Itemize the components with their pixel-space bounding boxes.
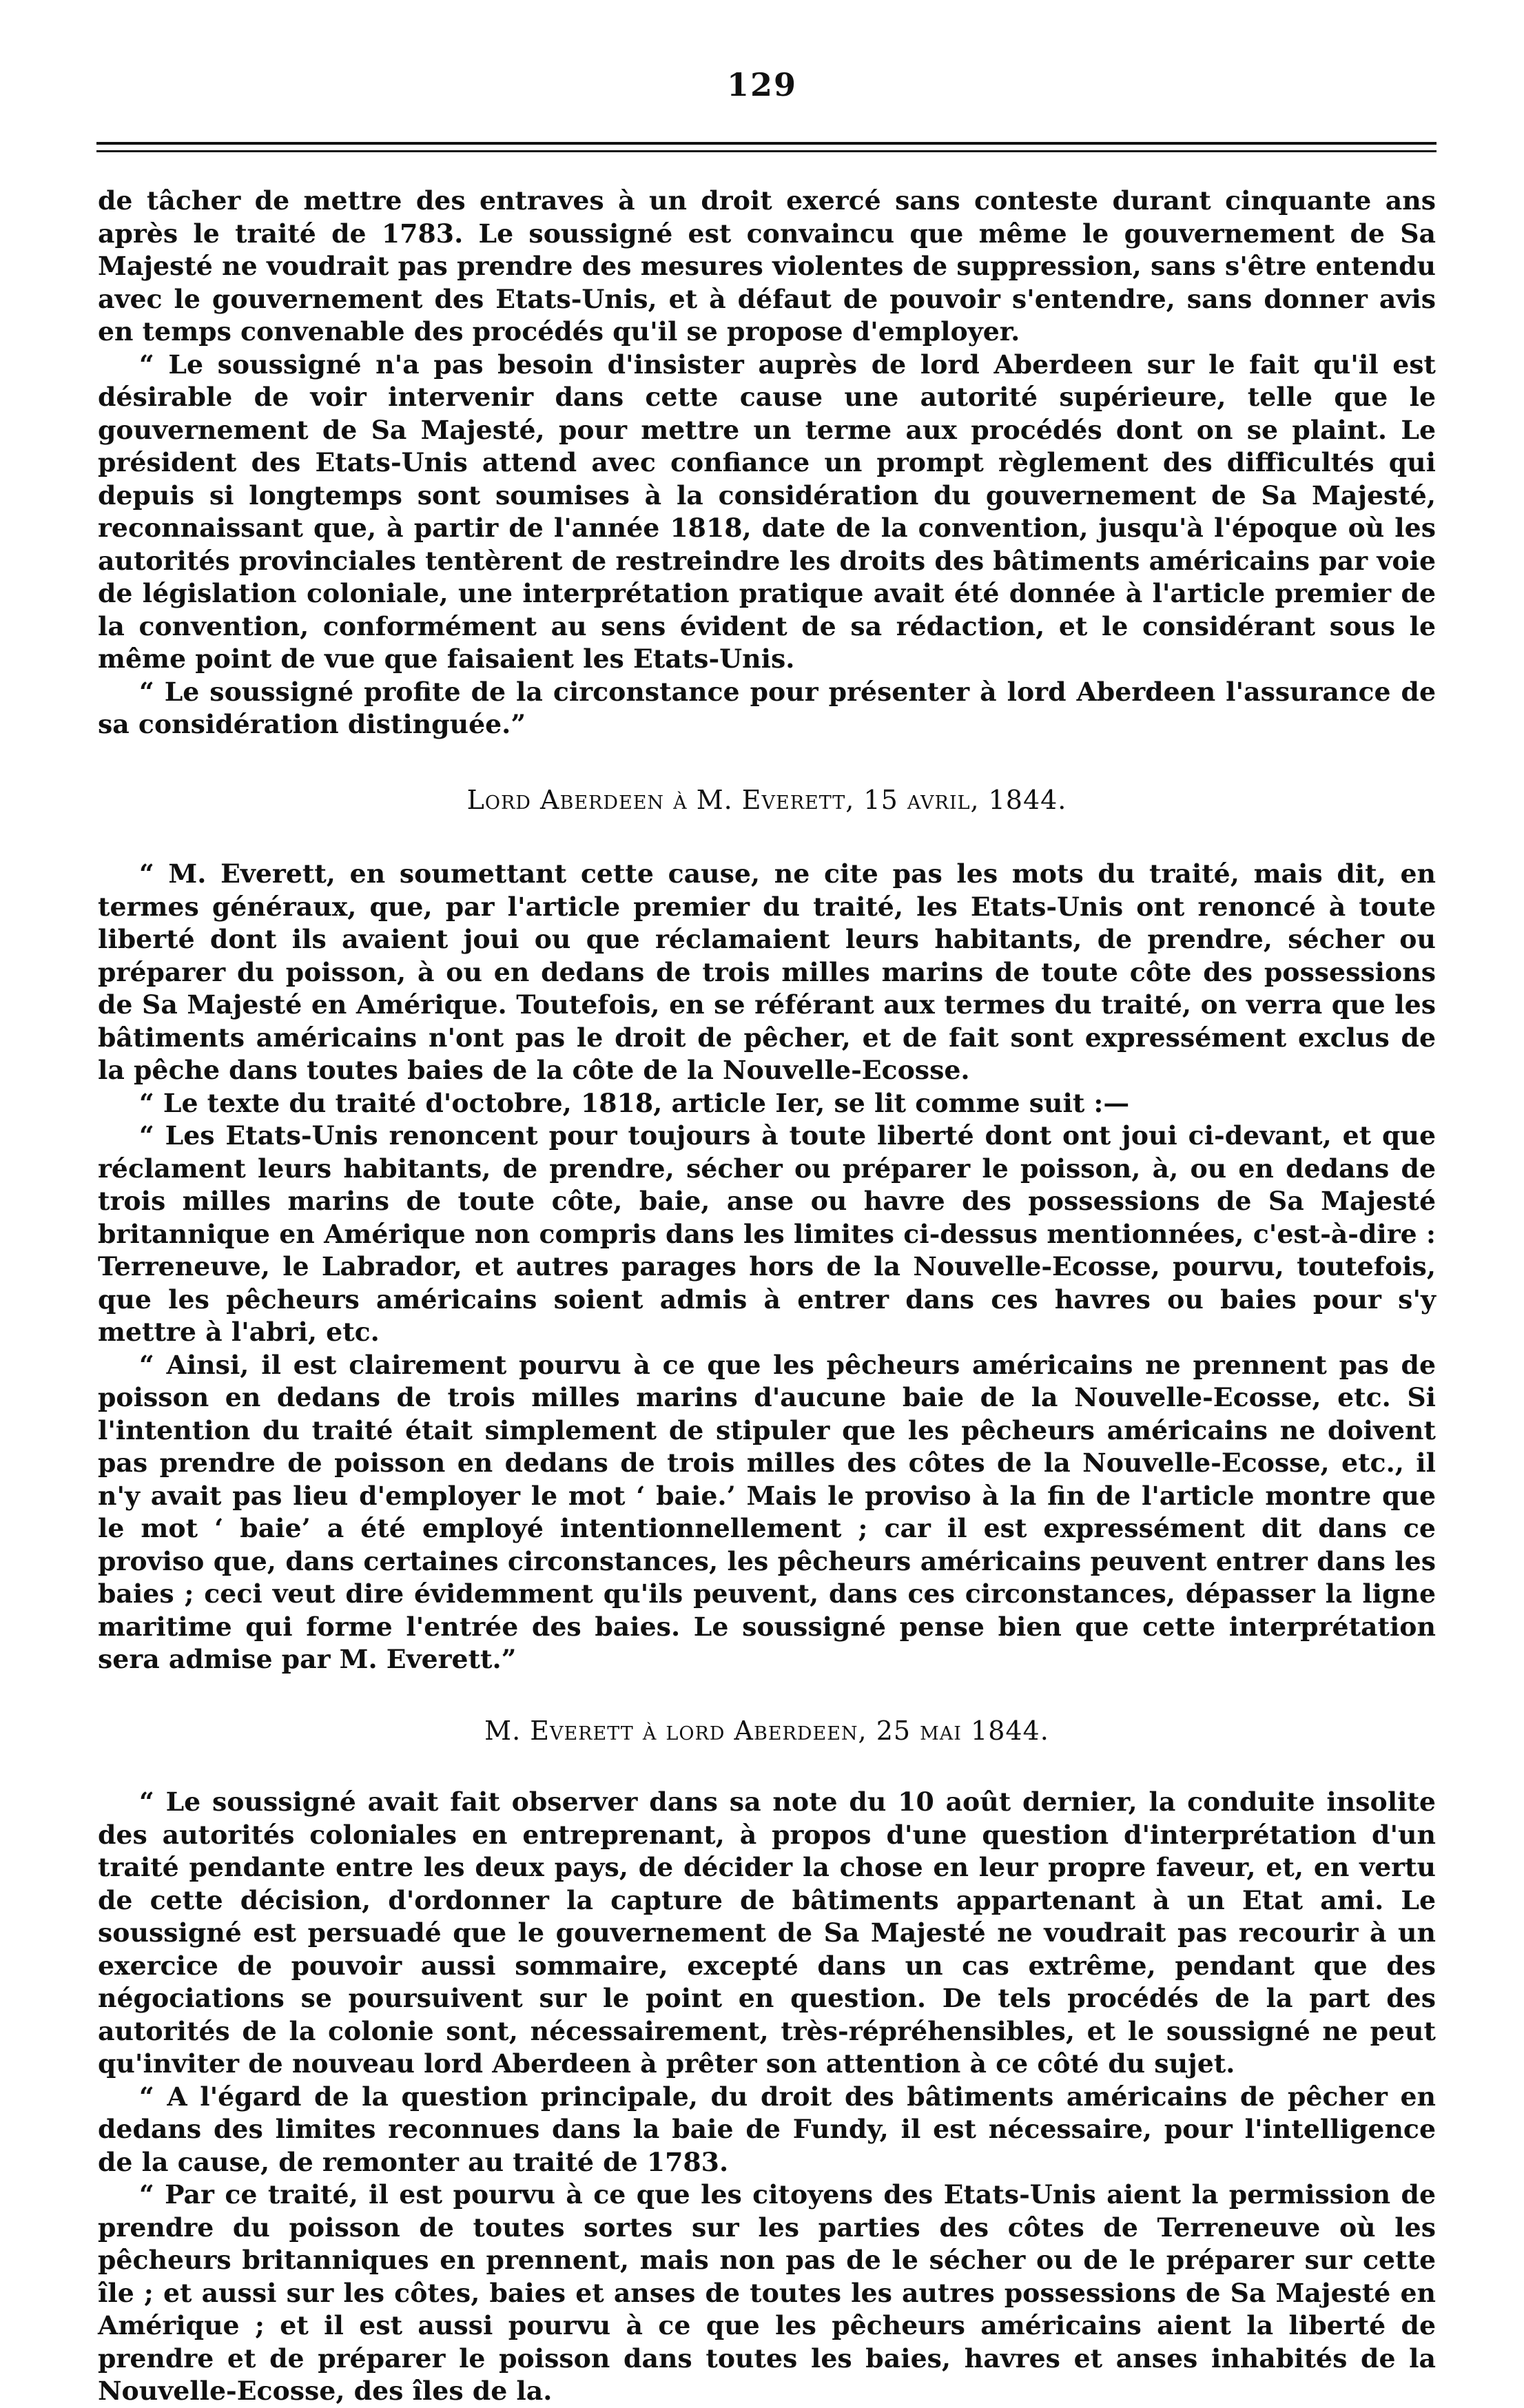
page-number: 129 [726, 66, 798, 103]
paragraph: “ M. Everett, en soumettant cette cause, ne cite pas les mots du traité, mais dit, en termes généraux, que, par l'article premier du traité, les Etats-Unis ont renoncé à toute liberté dont ils avaient joui ou que réclamaient leurs habitants, de prendre, sécher ou préparer du poisson, à ou en dedans de trois milles marins de toute côte des possessions de Sa Majesté en Amérique. Toutefois, en se référant aux termes du traité, on verra que les bâtiments américains n'ont pas le droit de pêcher, et de fait sont expressément exclus de la pêche dans toutes baies de la côte de la Nouvelle-Ecosse. [98, 858, 1436, 1085]
body-text [98, 185, 1436, 2408]
paragraph: “ Le soussigné profite de la circonstance pour présenter à lord Aberdeen l'assurance de sa considération distinguée.” [98, 676, 1436, 739]
paragraph: “ Le soussigné n'a pas besoin d'insister auprès de lord Aberdeen sur le fait qu'il est désirable de voir intervenir dans cette cause une autorité supérieure, telle que le gouvernement de Sa Majesté, pour mettre un terme aux procédés dont on se plaint. Le président des Etats-Unis attend avec confiance un prompt règlement des difficultés qui depuis si longtemps sont soumises à la considération du gouvernement de Sa Majesté, reconnaissant que, à partir de l'année 1818, date de la convention, jusqu'à l'époque où les autorités provinciales tentèrent de restreindre les droits des bâtiments américains par voie de législation coloniale, une interprétation pratique avait été donnée à l'article premier de la convention, conformément au sens évident de sa rédaction, et le considérant sous le même point de vue que faisaient les Etats-Unis. [98, 349, 1436, 674]
letter-heading-text: M. Everett à lord Aberdeen, 25 mai 1844. [484, 1715, 1049, 1746]
treaty-quote: “ Les Etats-Unis renoncent pour toujours à toute liberté dont ont joui ci-devant, et que réclament leurs habitants, de prendre, sécher ou préparer le poisson, à, ou en dedans de trois milles marins de toute côte, baie, anse ou havre des possessions de Sa Majesté britannique en Amérique non compris dans les limites ci-dessus mentionnées, c'est-à-dire : Terreneuve, le Labrador, et autres parages hors de la Nouvelle-Ecosse, pourvu, toutefois, que les pêcheurs américains soient admis à entrer dans ces havres ou baies pour s'y mettre à l'abri, etc. [98, 1120, 1436, 1347]
paragraph: “ Le texte du traité d'octobre, 1818, article Ier, se lit comme suit :— [139, 1087, 1130, 1118]
paragraph: “ Par ce traité, il est pourvu à ce que les citoyens des Etats-Unis aient la permission de prendre du poisson de toutes sortes sur les parties des côtes de Terreneuve où les pêcheurs britanniques en prennent, mais non pas de le sécher ou de le préparer sur cette île ; et aussi sur les côtes, baies et anses de toutes les autres possessions de Sa Majesté en Amérique ; et il est aussi pourvu à ce que les pêcheurs américains aient la liberté de prendre et de préparer le poisson dans toutes les baies, havres et anses inhabités de la Nouvelle-Ecosse, des îles de la. [98, 2179, 1436, 2406]
header-rule-thick [96, 142, 1437, 145]
paragraph: “ A l'égard de la question principale, du droit des bâtiments américains de pêcher en dedans des limites reconnues dans la baie de Fundy, il est nécessaire, pour l'intelligence de la cause, de remonter au traité de 1783. [98, 2081, 1436, 2177]
letter-heading-text: Lord Aberdeen à M. Everett, 15 avril, 1844. [466, 784, 1067, 815]
paragraph: “ Le soussigné avait fait observer dans sa note du 10 août dernier, la conduite insolite des autorités coloniales en entreprenant, à propos d'une question d'interprétation d'un traité pendante entre les deux pays, de décider la chose en leur propre faveur, et, en vertu de cette décision, d'ordonner la capture de bâtiments appartenant à un Etat ami. Le soussigné est persuadé que le gouvernement de Sa Majesté ne voudrait pas recourir à un exercice de pouvoir aussi sommaire, excepté dans un cas extrême, pendant que des négociations se poursuivent sur le point en question. De tels procédés de la part des autorités de la colonie sont, nécessairement, très-répréhensibles, et le soussigné ne peut qu'inviter de nouveau lord Aberdeen à prêter son attention à ce côté du sujet. [98, 1787, 1436, 2079]
letter-heading [98, 784, 1436, 817]
letter-heading [98, 1715, 1436, 1748]
paragraph: “ Ainsi, il est clairement pourvu à ce que les pêcheurs américains ne prennent pas de poisson en dedans de trois milles marins d'aucune baie de la Nouvelle-Ecosse, etc. Si l'intention du traité était simplement de stipuler que les pêcheurs américains ne doivent pas prendre de poisson en dedans de trois milles des côtes de la Nouvelle-Ecosse, etc., il n'y avait pas lieu d'employer le mot ‘ baie.’ Mais le proviso à la fin de l'article montre que le mot ‘ baie’ a été employé intentionnellement ; car il est expressément dit dans ce proviso que, dans certaines circonstances, les pêcheurs américains peuvent entrer dans les baies ; ceci veut dire évidemment qu'ils peuvent, dans ces circonstances, dépasser la ligne maritime qui forme l'entrée des baies. Le soussigné pense bien que cette interprétation sera admise par M. Everett.” [98, 1349, 1436, 1674]
header-rule-thin [96, 150, 1437, 152]
paragraph: de tâcher de mettre des entraves à un droit exercé sans conteste durant cinquante ans après le traité de 1783. Le soussigné est convaincu que même le gouvernement de Sa Majesté ne voudrait pas prendre des mesures violentes de suppression, sans s'être entendu avec le gouvernement des Etats-Unis, et à défaut de pouvoir s'entendre, sans donner avis en temps convenable des procédés qu'il se propose d'employer. [98, 185, 1436, 347]
